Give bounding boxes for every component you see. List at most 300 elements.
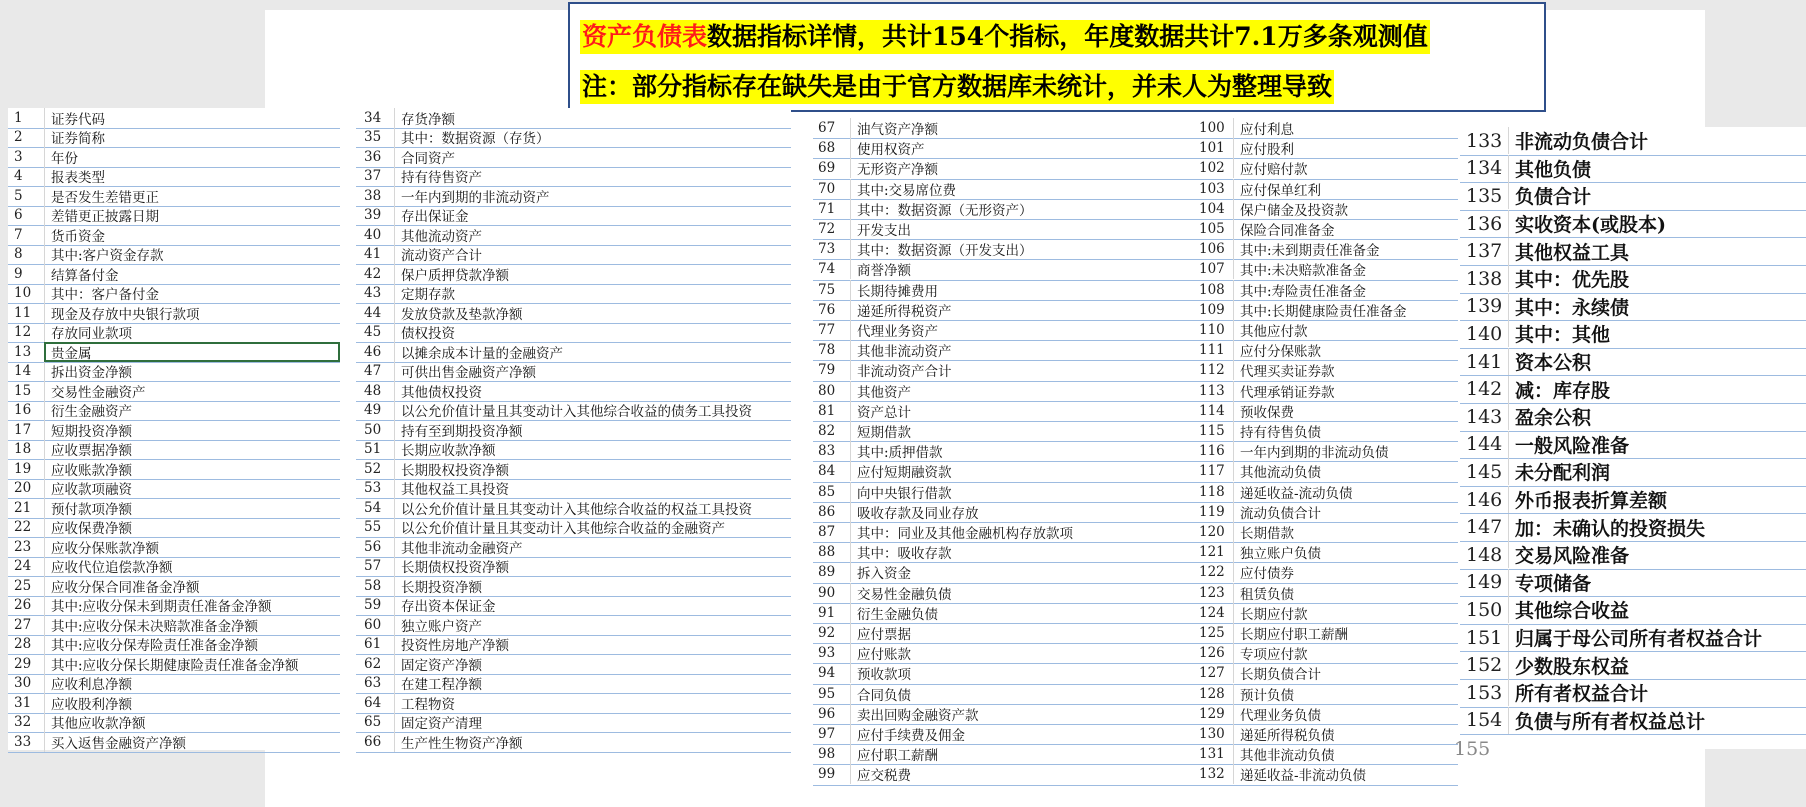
row-number: 3 <box>14 148 23 165</box>
row-number: 132 <box>1199 766 1225 783</box>
banner-line-1-rest: 数据指标详情，共计154个指标，年度数据共计7.1万多条观测值 <box>707 22 1428 51</box>
indicator-name: 实收资本(或股本) <box>1508 210 1806 237</box>
indicator-name: 持有至到期投资净额 <box>394 420 791 440</box>
indicator-name: 保户质押贷款净额 <box>394 264 791 284</box>
table-row <box>1196 724 1458 745</box>
table-row <box>1196 684 1458 705</box>
indicator-name: 其他应付款 <box>1233 320 1458 340</box>
indicator-name: 应付赔付款 <box>1233 158 1458 178</box>
table-row <box>1196 744 1458 765</box>
indicator-name: 其中：其他 <box>1508 320 1806 347</box>
indicator-name: 存放同业款项 <box>44 323 340 343</box>
indicator-name: 长期借款 <box>1233 522 1458 542</box>
row-number: 130 <box>1199 726 1225 743</box>
table-row <box>356 108 791 129</box>
table-row <box>8 420 340 441</box>
table-row <box>1460 237 1806 266</box>
table-row <box>8 186 340 207</box>
table-row <box>813 320 1196 341</box>
row-number: 89 <box>818 564 836 581</box>
row-number: 45 <box>364 324 382 341</box>
row-number: 61 <box>364 636 382 653</box>
row-number: 133 <box>1466 129 1503 152</box>
table-row <box>356 596 791 617</box>
row-number: 97 <box>818 726 836 743</box>
table-row <box>356 440 791 461</box>
indicator-name: 合同资产 <box>394 147 791 167</box>
indicator-name: 开发支出 <box>850 219 1196 239</box>
indicator-name: 应收保费净额 <box>44 518 340 538</box>
indicator-name: 非流动资产合计 <box>850 360 1196 380</box>
table-row <box>356 303 791 324</box>
indicator-name: 其他应收款净额 <box>44 713 340 733</box>
row-number: 59 <box>364 597 382 614</box>
row-number: 58 <box>364 577 382 594</box>
indicator-name: 贵金属 <box>44 342 340 362</box>
indicator-name: 衍生金融资产 <box>44 401 340 421</box>
table-row <box>1196 623 1458 644</box>
row-number: 123 <box>1199 584 1225 601</box>
table-row <box>1460 541 1806 570</box>
row-number: 29 <box>14 655 32 672</box>
table-row <box>356 459 791 480</box>
indicator-name: 合同负债 <box>850 684 1196 704</box>
indicator-name: 其他资产 <box>850 381 1196 401</box>
table-row <box>813 542 1196 563</box>
table-row <box>356 225 791 246</box>
row-number: 14 <box>14 363 32 380</box>
indicator-name: 其中：同业及其他金融机构存放款项 <box>850 522 1196 542</box>
row-number: 122 <box>1199 564 1225 581</box>
row-number: 127 <box>1199 665 1225 682</box>
indicator-name: 应付短期融资款 <box>850 461 1196 481</box>
indicator-name: 应付职工薪酬 <box>850 744 1196 764</box>
table-row <box>1460 348 1806 377</box>
table-row <box>356 713 791 734</box>
table-row <box>1460 403 1806 432</box>
table-row <box>1196 199 1458 220</box>
row-number: 24 <box>14 558 32 575</box>
indicator-name: 外币报表折算差额 <box>1508 486 1806 513</box>
indicator-name: 卖出回购金融资产款 <box>850 704 1196 724</box>
table-row <box>813 118 1196 139</box>
indicator-name: 以公允价值计量且其变动计入其他综合收益的权益工具投资 <box>394 498 791 518</box>
table-row <box>1196 522 1458 543</box>
table-row <box>356 732 791 753</box>
row-number: 85 <box>818 483 836 500</box>
table-row <box>356 674 791 695</box>
row-number: 111 <box>1199 342 1225 359</box>
table-row <box>356 518 791 539</box>
table-row <box>356 420 791 441</box>
table-row <box>1196 300 1458 321</box>
row-number: 30 <box>14 675 32 692</box>
table-row <box>1196 461 1458 482</box>
table-row <box>813 764 1196 785</box>
indicator-name: 流动资产合计 <box>394 245 791 265</box>
row-number: 124 <box>1199 604 1225 621</box>
indicator-name: 专项储备 <box>1508 569 1806 596</box>
row-number: 35 <box>364 129 382 146</box>
row-number: 19 <box>14 460 32 477</box>
row-number: 82 <box>818 423 836 440</box>
indicator-name: 递延所得税负债 <box>1233 724 1458 744</box>
indicator-name: 报表类型 <box>44 167 340 187</box>
indicator-name: 拆入资金 <box>850 562 1196 582</box>
table-row <box>1196 239 1458 260</box>
row-number: 143 <box>1466 405 1503 428</box>
row-number: 75 <box>818 281 836 298</box>
indicator-name: 应收分保账款净额 <box>44 537 340 557</box>
indicator-name: 其中:应收分保未决赔款准备金净额 <box>44 615 340 635</box>
row-number: 121 <box>1199 544 1225 561</box>
indicator-name: 资本公积 <box>1508 348 1806 375</box>
row-number: 57 <box>364 558 382 575</box>
row-number: 101 <box>1199 140 1225 157</box>
indicator-name: 无形资产净额 <box>850 158 1196 178</box>
indicator-name: 投资性房地产净额 <box>394 635 791 655</box>
table-row <box>1460 375 1806 404</box>
table-row <box>1196 704 1458 725</box>
indicator-name: 其中：客户备付金 <box>44 284 340 304</box>
table-row <box>8 167 340 188</box>
table-row <box>8 537 340 558</box>
indicator-name: 其中:客户资金存款 <box>44 245 340 265</box>
indicator-name: 以公允价值计量且其变动计入其他综合收益的债务工具投资 <box>394 401 791 421</box>
indicator-name: 其中：数据资源（无形资产） <box>850 199 1196 219</box>
row-number: 74 <box>818 261 836 278</box>
table-row <box>1196 360 1458 381</box>
row-number: 129 <box>1199 705 1225 722</box>
table-row <box>813 401 1196 422</box>
indicator-name: 应付分保账款 <box>1233 340 1458 360</box>
table-row <box>8 498 340 519</box>
row-number: 113 <box>1199 382 1225 399</box>
table-row <box>1460 431 1806 460</box>
indicator-name: 吸收存款及同业存放 <box>850 502 1196 522</box>
row-number: 148 <box>1466 543 1503 566</box>
indicator-name: 一年内到期的非流动资产 <box>394 186 791 206</box>
row-number: 68 <box>818 140 836 157</box>
indicator-name: 非流动负债合计 <box>1508 127 1806 154</box>
row-number: 109 <box>1199 301 1225 318</box>
row-number: 52 <box>364 460 382 477</box>
row-number: 44 <box>364 304 382 321</box>
table-row <box>8 303 340 324</box>
indicator-name: 短期借款 <box>850 421 1196 441</box>
table-row <box>8 284 340 305</box>
table-row <box>1460 210 1806 239</box>
indicator-name: 其中:质押借款 <box>850 441 1196 461</box>
table-row <box>8 147 340 168</box>
indicator-name: 使用权资产 <box>850 138 1196 158</box>
indicator-name: 保户储金及投资款 <box>1233 199 1458 219</box>
row-number: 73 <box>818 241 836 258</box>
table-row <box>1460 182 1806 211</box>
indicator-name: 其中：吸收存款 <box>850 542 1196 562</box>
table-row <box>813 724 1196 745</box>
indicator-name: 长期负债合计 <box>1233 663 1458 683</box>
table-row <box>356 147 791 168</box>
row-number: 108 <box>1199 281 1225 298</box>
indicator-name: 其中：优先股 <box>1508 265 1806 292</box>
table-row <box>8 713 340 734</box>
table-row <box>1196 401 1458 422</box>
sheet-2 <box>356 108 791 750</box>
row-number: 40 <box>364 226 382 243</box>
row-number: 96 <box>818 705 836 722</box>
table-row <box>356 323 791 344</box>
row-number: 95 <box>818 685 836 702</box>
row-number: 138 <box>1466 267 1503 290</box>
indicator-name: 其中：数据资源（存货） <box>394 128 791 148</box>
row-number: 63 <box>364 675 382 692</box>
row-number: 86 <box>818 503 836 520</box>
table-row <box>356 167 791 188</box>
indicator-name: 其他流动负债 <box>1233 461 1458 481</box>
banner-line-2: 注：部分指标存在缺失是由于官方数据库未统计，并未人为整理导致 <box>580 70 1334 104</box>
row-number: 70 <box>818 180 836 197</box>
table-row <box>813 138 1196 159</box>
indicator-name: 应收利息净额 <box>44 674 340 694</box>
table-row <box>356 206 791 227</box>
row-number: 88 <box>818 544 836 561</box>
indicator-name: 预付款项净额 <box>44 498 340 518</box>
indicator-name: 应付账款 <box>850 643 1196 663</box>
table-row <box>8 108 340 129</box>
indicator-name: 其他非流动资产 <box>850 340 1196 360</box>
row-number: 72 <box>818 221 836 238</box>
table-row <box>1196 138 1458 159</box>
row-number: 77 <box>818 322 836 339</box>
table-row <box>813 684 1196 705</box>
row-number: 81 <box>818 402 836 419</box>
row-number: 47 <box>364 363 382 380</box>
row-number: 13 <box>14 343 32 360</box>
row-number: 55 <box>364 519 382 536</box>
indicator-name: 其他非流动金融资产 <box>394 537 791 557</box>
table-row <box>356 128 791 149</box>
row-number: 79 <box>818 362 836 379</box>
indicator-name: 其中：数据资源（开发支出） <box>850 239 1196 259</box>
table-row <box>1196 179 1458 200</box>
indicator-name: 固定资产清理 <box>394 713 791 733</box>
row-number: 114 <box>1199 402 1225 419</box>
row-number: 99 <box>818 766 836 783</box>
table-row <box>8 245 340 266</box>
table-row <box>1460 624 1806 653</box>
indicator-name: 其中:未决赔款准备金 <box>1233 259 1458 279</box>
table-row <box>1196 320 1458 341</box>
indicator-name: 可供出售金融资产净额 <box>394 362 791 382</box>
indicator-name: 长期应收款净额 <box>394 440 791 460</box>
indicator-name: 长期债权投资净额 <box>394 557 791 577</box>
row-number: 126 <box>1199 645 1225 662</box>
row-number: 21 <box>14 499 32 516</box>
row-number: 118 <box>1199 483 1225 500</box>
indicator-name: 资产总计 <box>850 401 1196 421</box>
table-row <box>1196 118 1458 139</box>
table-row <box>1460 486 1806 515</box>
indicator-name: 长期应付款 <box>1233 603 1458 623</box>
table-row <box>813 583 1196 604</box>
indicator-name: 应收账款净额 <box>44 459 340 479</box>
row-number: 93 <box>818 645 836 662</box>
row-number: 102 <box>1199 160 1225 177</box>
table-row <box>356 498 791 519</box>
indicator-name: 预计负债 <box>1233 684 1458 704</box>
table-row <box>1460 596 1806 625</box>
table-row <box>1196 482 1458 503</box>
table-row <box>813 482 1196 503</box>
title-banner <box>568 2 1546 112</box>
row-number: 34 <box>364 109 382 126</box>
row-number: 141 <box>1466 350 1503 373</box>
indicator-name: 预收保费 <box>1233 401 1458 421</box>
indicator-name: 固定资产净额 <box>394 654 791 674</box>
table-row <box>8 128 340 149</box>
row-number: 91 <box>818 604 836 621</box>
indicator-name: 应付债券 <box>1233 562 1458 582</box>
indicator-name: 其他负债 <box>1508 155 1806 182</box>
indicator-name: 年份 <box>44 147 340 167</box>
row-number: 135 <box>1466 184 1503 207</box>
sheet-5 <box>1460 127 1806 749</box>
row-number: 28 <box>14 636 32 653</box>
table-row <box>8 479 340 500</box>
row-number: 66 <box>364 733 382 750</box>
table-row <box>1196 340 1458 361</box>
table-row <box>813 562 1196 583</box>
table-row <box>356 654 791 675</box>
indicator-name: 存货净额 <box>394 108 791 128</box>
indicator-name: 其他权益工具 <box>1508 238 1806 265</box>
table-row <box>356 537 791 558</box>
row-number: 8 <box>14 246 23 263</box>
table-row <box>1460 155 1806 184</box>
table-row <box>356 264 791 285</box>
table-row <box>1196 663 1458 684</box>
indicator-name: 生产性生物资产净额 <box>394 732 791 752</box>
row-number: 9 <box>14 265 23 282</box>
table-row <box>813 663 1196 684</box>
table-row <box>813 239 1196 260</box>
indicator-name: 现金及存放中央银行款项 <box>44 303 340 323</box>
indicator-name: 盈余公积 <box>1508 403 1806 430</box>
table-row <box>1196 158 1458 179</box>
row-number: 151 <box>1466 626 1503 649</box>
table-row <box>8 401 340 422</box>
indicator-name: 长期投资净额 <box>394 576 791 596</box>
row-number: 25 <box>14 577 32 594</box>
sheet-1 <box>8 108 340 750</box>
row-number: 152 <box>1466 654 1503 677</box>
indicator-name: 应付手续费及佣金 <box>850 724 1196 744</box>
row-number: 69 <box>818 160 836 177</box>
table-row <box>1460 458 1806 487</box>
table-row <box>1196 280 1458 301</box>
indicator-name: 其中:长期健康险责任准备金 <box>1233 300 1458 320</box>
table-row <box>813 340 1196 361</box>
row-number: 128 <box>1199 685 1225 702</box>
row-number: 16 <box>14 402 32 419</box>
table-row <box>356 635 791 656</box>
table-row <box>8 674 340 695</box>
row-number: 1 <box>14 109 23 126</box>
table-row <box>813 421 1196 442</box>
row-number: 60 <box>364 616 382 633</box>
indicator-name: 应收款项融资 <box>44 479 340 499</box>
table-row <box>8 557 340 578</box>
indicator-name: 其他非流动负债 <box>1233 744 1458 764</box>
row-number: 120 <box>1199 524 1225 541</box>
row-number: 49 <box>364 402 382 419</box>
indicator-name: 其他权益工具投资 <box>394 479 791 499</box>
table-row <box>1196 583 1458 604</box>
indicator-name: 短期投资净额 <box>44 420 340 440</box>
indicator-name: 油气资产净额 <box>850 118 1196 138</box>
row-number: 149 <box>1466 571 1503 594</box>
row-number: 7 <box>14 226 23 243</box>
indicator-name: 减：库存股 <box>1508 376 1806 403</box>
table-row <box>8 381 340 402</box>
row-number: 71 <box>818 200 836 217</box>
table-row <box>1196 259 1458 280</box>
indicator-name: 债权投资 <box>394 323 791 343</box>
indicator-name: 是否发生差错更正 <box>44 186 340 206</box>
row-number: 18 <box>14 441 32 458</box>
row-number: 53 <box>364 480 382 497</box>
sheet-3 <box>813 118 1196 788</box>
row-number: 107 <box>1199 261 1225 278</box>
row-number: 103 <box>1199 180 1225 197</box>
indicator-name: 负债合计 <box>1508 182 1806 209</box>
table-row <box>1460 320 1806 349</box>
table-row <box>813 381 1196 402</box>
row-number: 67 <box>818 120 836 137</box>
row-number: 32 <box>14 714 32 731</box>
indicator-name: 代理买卖证券款 <box>1233 360 1458 380</box>
indicator-name: 代理承销证券款 <box>1233 381 1458 401</box>
table-row <box>1460 707 1806 736</box>
table-row <box>356 186 791 207</box>
table-row <box>356 693 791 714</box>
row-number: 31 <box>14 694 32 711</box>
table-row <box>1460 651 1806 680</box>
table-row <box>1460 293 1806 322</box>
table-row <box>1196 562 1458 583</box>
indicator-name: 货币资金 <box>44 225 340 245</box>
indicator-name: 其他流动资产 <box>394 225 791 245</box>
row-number: 153 <box>1466 681 1503 704</box>
row-number: 84 <box>818 463 836 480</box>
row-number: 134 <box>1466 157 1503 180</box>
row-number: 98 <box>818 746 836 763</box>
indicator-name: 专项应付款 <box>1233 643 1458 663</box>
table-row <box>356 479 791 500</box>
row-number: 80 <box>818 382 836 399</box>
indicator-name: 定期存款 <box>394 284 791 304</box>
row-number: 104 <box>1199 200 1225 217</box>
table-row <box>8 342 340 363</box>
row-number: 20 <box>14 480 32 497</box>
table-row <box>356 576 791 597</box>
table-row <box>356 401 791 422</box>
row-number: 5 <box>14 187 23 204</box>
row-number: 154 <box>1466 709 1503 732</box>
row-number: 87 <box>818 524 836 541</box>
table-row <box>1196 603 1458 624</box>
